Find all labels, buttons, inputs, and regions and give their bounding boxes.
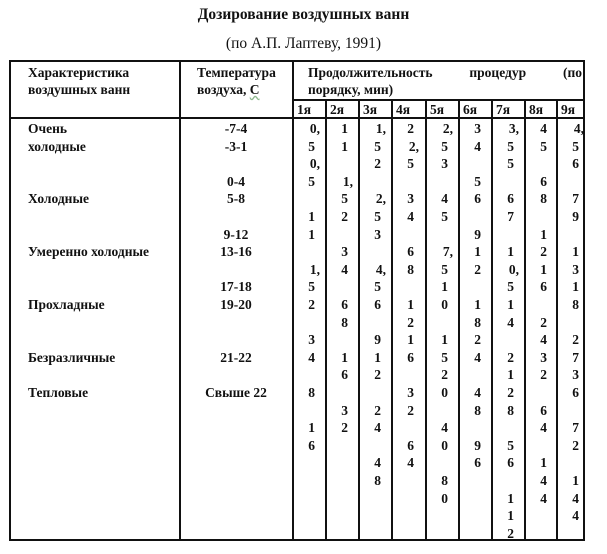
duration-value-5: 0 <box>441 385 448 400</box>
duration-value-7: 1 <box>507 490 514 506</box>
duration-value-9: 1 <box>572 473 579 488</box>
duration-value-7: 6 <box>507 191 514 207</box>
duration-value-3: 9 <box>374 332 381 348</box>
duration-value-8: 6 <box>540 402 547 418</box>
temperature-range: 9-12 <box>223 226 249 242</box>
duration-value-8: 4 <box>540 490 547 506</box>
duration-value-7: 2 <box>507 385 514 400</box>
duration-value-6: 1 <box>474 297 481 312</box>
header-characteristic: Характеристика воздушных ванн <box>28 65 131 97</box>
duration-value-2: 1 <box>341 349 348 365</box>
duration-value-2: 2 <box>341 420 348 436</box>
duration-value-3: 5 <box>374 209 381 224</box>
duration-value-9: 1 <box>572 244 579 260</box>
duration-value-8: 4 <box>540 420 547 436</box>
duration-value-5: 1 <box>441 279 448 295</box>
duration-value-3: 4 <box>374 455 381 471</box>
duration-value-9: 4 <box>572 508 579 524</box>
procedure-header-3: 3я <box>363 102 378 117</box>
duration-value-4: 4 <box>407 455 414 471</box>
duration-value-3: 6 <box>374 297 381 312</box>
duration-value-9: 7 <box>572 349 579 365</box>
duration-value-4: 6 <box>407 349 414 365</box>
duration-value-1: 1 <box>308 226 315 242</box>
duration-value-6: 8 <box>474 402 481 418</box>
duration-value-8: 1 <box>540 226 547 242</box>
duration-value-6: 8 <box>474 314 481 330</box>
duration-value-7: 6 <box>507 455 514 471</box>
duration-value-1: 2 <box>308 297 315 312</box>
duration-value-6: 5 <box>474 173 481 189</box>
document-subtitle: (по А.П. Лаптеву, 1991) <box>225 35 382 52</box>
duration-value-6: 2 <box>474 332 481 348</box>
duration-value-3: 4 <box>374 420 381 436</box>
duration-value-8: 4 <box>540 473 547 488</box>
duration-value-1: 1 <box>308 420 315 436</box>
duration-value-5: 4 <box>441 420 448 436</box>
duration-value-4: 1 <box>407 332 414 348</box>
duration-value-5: 8 <box>441 473 448 488</box>
duration-value-1: 1, <box>309 261 320 277</box>
duration-value-2: 5 <box>341 191 348 207</box>
characteristic-label: холодные <box>28 138 86 154</box>
duration-value-4: 4 <box>407 209 414 224</box>
duration-value-6: 4 <box>474 138 481 154</box>
duration-value-2: 6 <box>341 297 348 312</box>
temperature-range: 13-16 <box>220 244 252 260</box>
duration-value-7: 1 <box>507 367 514 383</box>
duration-value-2: 8 <box>341 314 348 330</box>
air-bath-dosage-table <box>9 60 585 541</box>
procedure-header-7: 7я <box>496 102 511 117</box>
duration-value-1: 5 <box>308 279 315 295</box>
duration-value-4: 2 <box>407 314 414 330</box>
duration-value-5: 5 <box>441 349 448 365</box>
duration-value-7: 1 <box>507 508 514 524</box>
duration-value-1: 1 <box>308 209 315 224</box>
temperature-range: 5-8 <box>227 191 245 207</box>
duration-value-7: 4 <box>507 314 514 330</box>
duration-value-6: 1 <box>474 244 481 260</box>
duration-value-6: 9 <box>474 437 481 453</box>
duration-value-2: 6 <box>341 367 348 383</box>
duration-value-7: 1 <box>507 244 514 260</box>
characteristic-label: Очень <box>28 121 68 136</box>
duration-value-9: 5 <box>572 138 579 154</box>
duration-value-7: 1 <box>507 297 514 312</box>
duration-value-8: 2 <box>540 367 547 383</box>
temperature-range: -7-4 <box>224 121 248 136</box>
duration-value-5: 3 <box>441 156 448 172</box>
duration-value-7: 3, <box>508 121 519 136</box>
duration-value-2: 1, <box>342 173 353 189</box>
duration-value-3: 1 <box>374 349 381 365</box>
duration-value-4: 5 <box>407 156 414 172</box>
duration-value-9: 6 <box>572 385 579 400</box>
characteristic-label: Тепловые <box>28 385 89 400</box>
duration-value-2: 3 <box>341 244 348 260</box>
duration-value-5: 7, <box>442 244 453 260</box>
procedure-header-1: 1я <box>297 102 312 117</box>
duration-value-4: 3 <box>407 385 414 400</box>
duration-value-8: 5 <box>540 138 547 154</box>
duration-value-9: 2 <box>572 437 579 453</box>
duration-value-1: 6 <box>308 437 315 453</box>
duration-value-5: 0 <box>441 297 448 312</box>
duration-value-9: 2 <box>572 332 579 348</box>
duration-value-5: 4 <box>441 191 448 207</box>
duration-value-4: 1 <box>407 297 414 312</box>
duration-value-5: 5 <box>441 209 448 224</box>
temperature-range: 0-4 <box>227 173 245 189</box>
temperature-range: 17-18 <box>220 279 252 295</box>
duration-value-7: 2 <box>507 525 514 541</box>
temperature-range: Свыше 22 <box>205 385 267 400</box>
duration-value-8: 3 <box>540 349 547 365</box>
duration-value-2: 4 <box>341 261 348 277</box>
document-title: Дозирование воздушных ванн <box>197 6 410 23</box>
duration-value-8: 6 <box>540 173 547 189</box>
duration-value-7: 5 <box>507 279 514 295</box>
duration-value-3: 2 <box>374 156 381 172</box>
duration-value-6: 4 <box>474 349 481 365</box>
procedure-header-6: 6я <box>463 102 478 117</box>
duration-value-7: 8 <box>507 402 514 418</box>
header-temperature: Температура воздуха, С <box>197 65 276 97</box>
duration-value-6: 6 <box>474 455 481 471</box>
duration-value-4: 2 <box>407 121 414 136</box>
duration-value-9: 3 <box>572 261 579 277</box>
duration-value-1: 5 <box>308 138 315 154</box>
duration-value-9: 9 <box>572 209 579 224</box>
duration-value-8: 1 <box>540 455 547 471</box>
duration-value-5: 5 <box>441 138 448 154</box>
duration-value-1: 0, <box>309 121 320 136</box>
duration-value-9: 7 <box>572 420 579 436</box>
duration-value-7: 5 <box>507 437 514 453</box>
temperature-range: 19-20 <box>220 297 252 312</box>
duration-value-9: 3 <box>572 367 579 383</box>
duration-value-7: 2 <box>507 349 514 365</box>
duration-value-3: 3 <box>374 226 381 242</box>
duration-value-9: 7 <box>572 191 579 207</box>
duration-value-7: 7 <box>507 209 514 224</box>
duration-value-7: 0, <box>508 261 519 277</box>
duration-value-9: 1 <box>572 279 579 295</box>
header-duration: Продолжительность процедур (по порядку, мин) <box>308 65 582 97</box>
characteristic-label: Прохладные <box>28 297 105 312</box>
duration-value-8: 1 <box>540 261 547 277</box>
duration-value-3: 2, <box>375 191 386 207</box>
duration-value-4: 8 <box>407 261 414 277</box>
duration-value-9: 8 <box>572 297 579 312</box>
duration-value-3: 1, <box>375 121 386 136</box>
temperature-range: -3-1 <box>224 138 248 154</box>
duration-value-1: 3 <box>308 332 315 348</box>
duration-value-9: 4, <box>573 121 584 136</box>
characteristic-label: Безразличные <box>28 349 116 365</box>
duration-value-4: 2 <box>407 402 414 418</box>
duration-value-3: 5 <box>374 138 381 154</box>
duration-value-6: 2 <box>474 261 481 277</box>
duration-value-8: 4 <box>540 121 547 136</box>
duration-value-7: 5 <box>507 156 514 172</box>
procedure-header-5: 5я <box>430 102 445 117</box>
duration-value-3: 2 <box>374 367 381 383</box>
duration-value-1: 4 <box>308 349 315 365</box>
duration-value-3: 5 <box>374 279 381 295</box>
duration-value-5: 2, <box>442 121 453 136</box>
duration-value-3: 8 <box>374 473 381 488</box>
duration-value-8: 4 <box>540 332 547 348</box>
characteristic-label: Умеренно холодные <box>28 244 150 260</box>
duration-value-4: 3 <box>407 191 414 207</box>
duration-value-6: 4 <box>474 385 481 400</box>
temperature-range: 21-22 <box>220 349 252 365</box>
procedure-header-9: 9я <box>561 102 576 117</box>
duration-value-5: 0 <box>441 490 448 506</box>
duration-value-2: 2 <box>341 209 348 224</box>
duration-value-5: 2 <box>441 367 448 383</box>
duration-value-2: 3 <box>341 402 348 418</box>
duration-value-8: 8 <box>540 191 547 207</box>
duration-value-2: 1 <box>341 138 348 154</box>
duration-value-4: 2, <box>408 138 419 154</box>
duration-value-2: 1 <box>341 121 348 136</box>
duration-value-1: 5 <box>308 173 315 189</box>
duration-value-6: 6 <box>474 191 481 207</box>
duration-value-4: 6 <box>407 244 414 260</box>
procedure-header-8: 8я <box>529 102 544 117</box>
duration-value-6: 3 <box>474 121 481 136</box>
duration-value-3: 4, <box>375 261 386 277</box>
characteristic-label: Холодные <box>28 191 89 207</box>
duration-value-9: 4 <box>572 490 579 506</box>
duration-value-5: 5 <box>441 261 448 277</box>
duration-value-8: 2 <box>540 244 547 260</box>
duration-value-8: 6 <box>540 279 547 295</box>
procedure-header-2: 2я <box>330 102 345 117</box>
duration-value-3: 2 <box>374 402 381 418</box>
duration-value-4: 6 <box>407 437 414 453</box>
duration-value-1: 0, <box>309 156 320 172</box>
duration-value-8: 2 <box>540 314 547 330</box>
duration-value-9: 6 <box>572 156 579 172</box>
duration-value-1: 8 <box>308 385 315 400</box>
temperature-unit: С <box>249 82 260 97</box>
duration-value-7: 5 <box>507 138 514 154</box>
duration-value-5: 0 <box>441 437 448 453</box>
procedure-header-4: 4я <box>396 102 411 117</box>
duration-value-6: 9 <box>474 226 481 242</box>
duration-value-5: 1 <box>441 332 448 348</box>
